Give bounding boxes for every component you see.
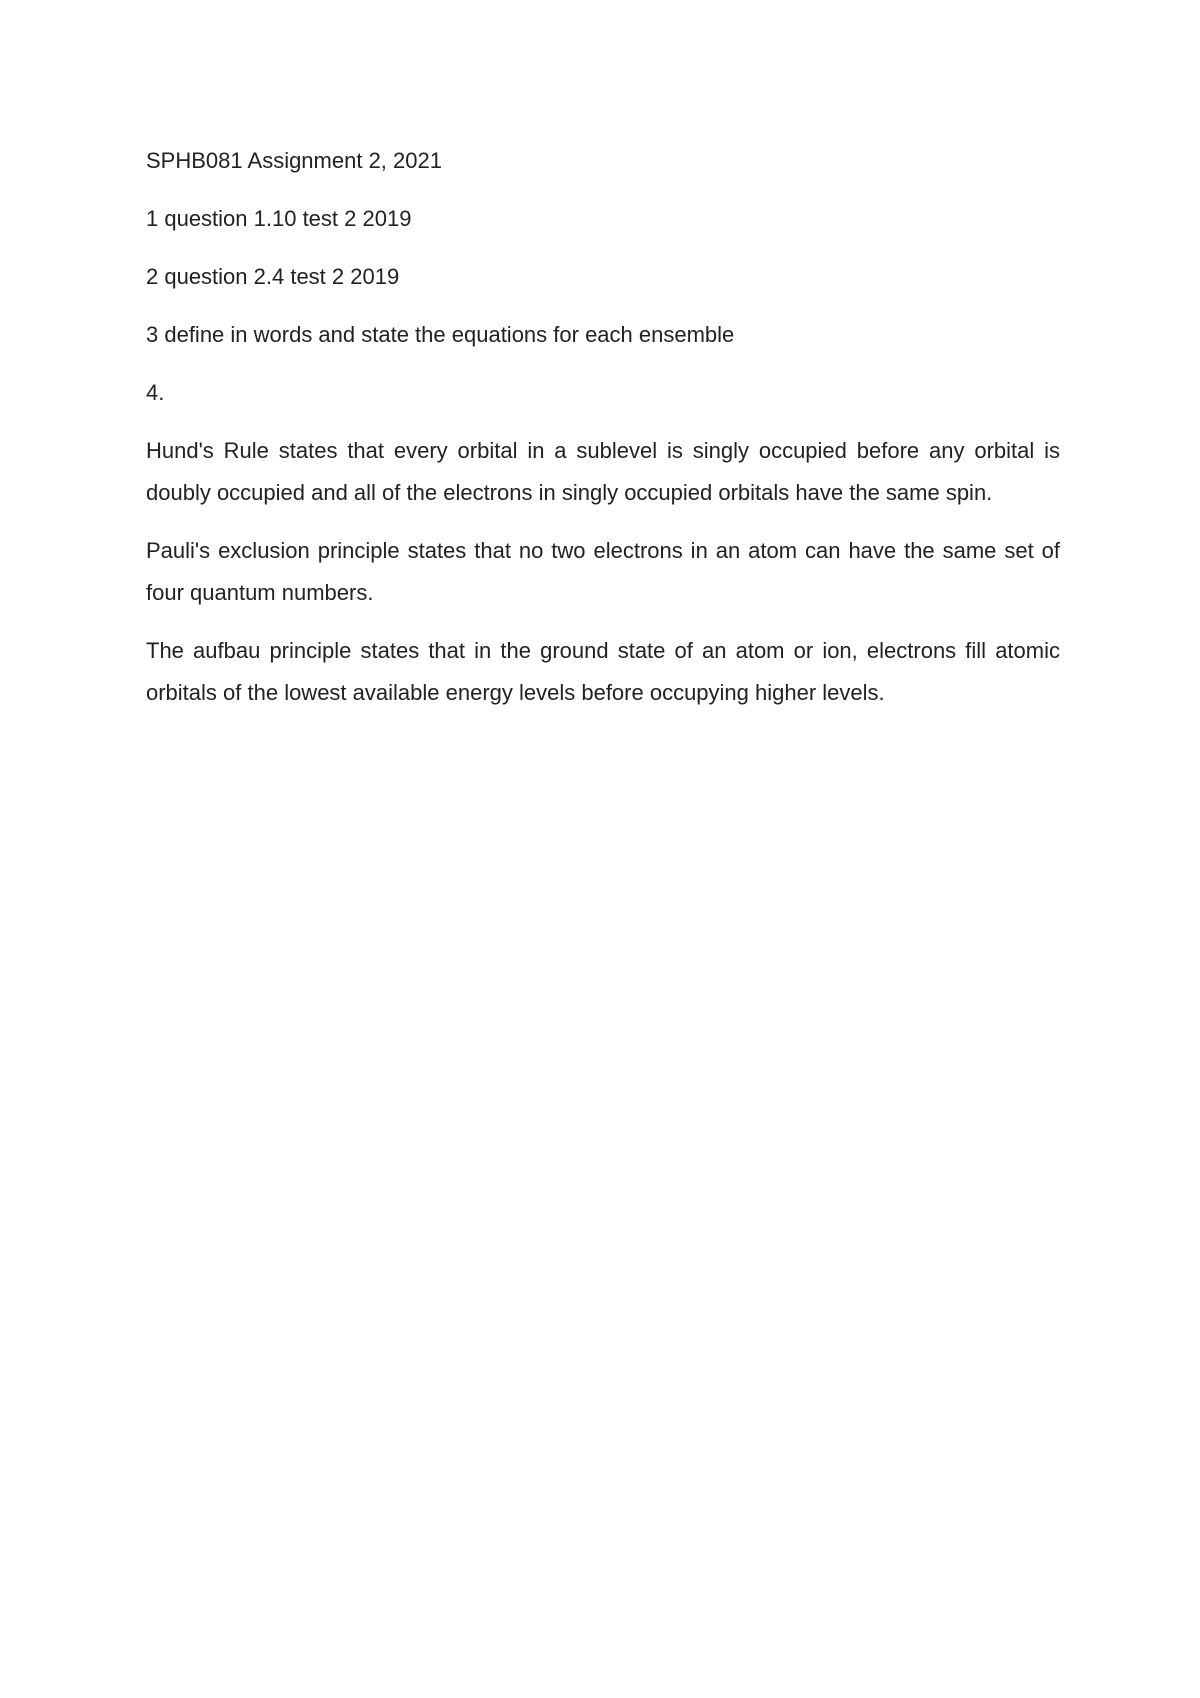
document-title: SPHB081 Assignment 2, 2021 xyxy=(146,148,442,173)
paragraph-aufbau-principle: The aufbau principle states that in the ground state of an atom or ion, electrons fill atomic orbitals of the lowest available energy levels before occupying higher levels. xyxy=(146,638,1060,705)
list-item: 1 question 1.10 test 2 2019 xyxy=(146,206,412,231)
list-item: 4. xyxy=(146,380,165,405)
document-body xyxy=(146,140,1060,730)
paragraph-pauli-exclusion: Pauli's exclusion principle states that no two electrons in an atom can have the same set of four quantum numbers. xyxy=(146,538,1060,605)
paragraph-hunds-rule: Hund's Rule states that every orbital in a sublevel is singly occupied before any orbital is doubly occupied and all of the electrons in singly occupied orbitals have the same spin. xyxy=(146,438,1060,505)
list-item: 3 define in words and state the equations for each ensemble xyxy=(146,322,735,347)
list-item: 2 question 2.4 test 2 2019 xyxy=(146,264,400,289)
